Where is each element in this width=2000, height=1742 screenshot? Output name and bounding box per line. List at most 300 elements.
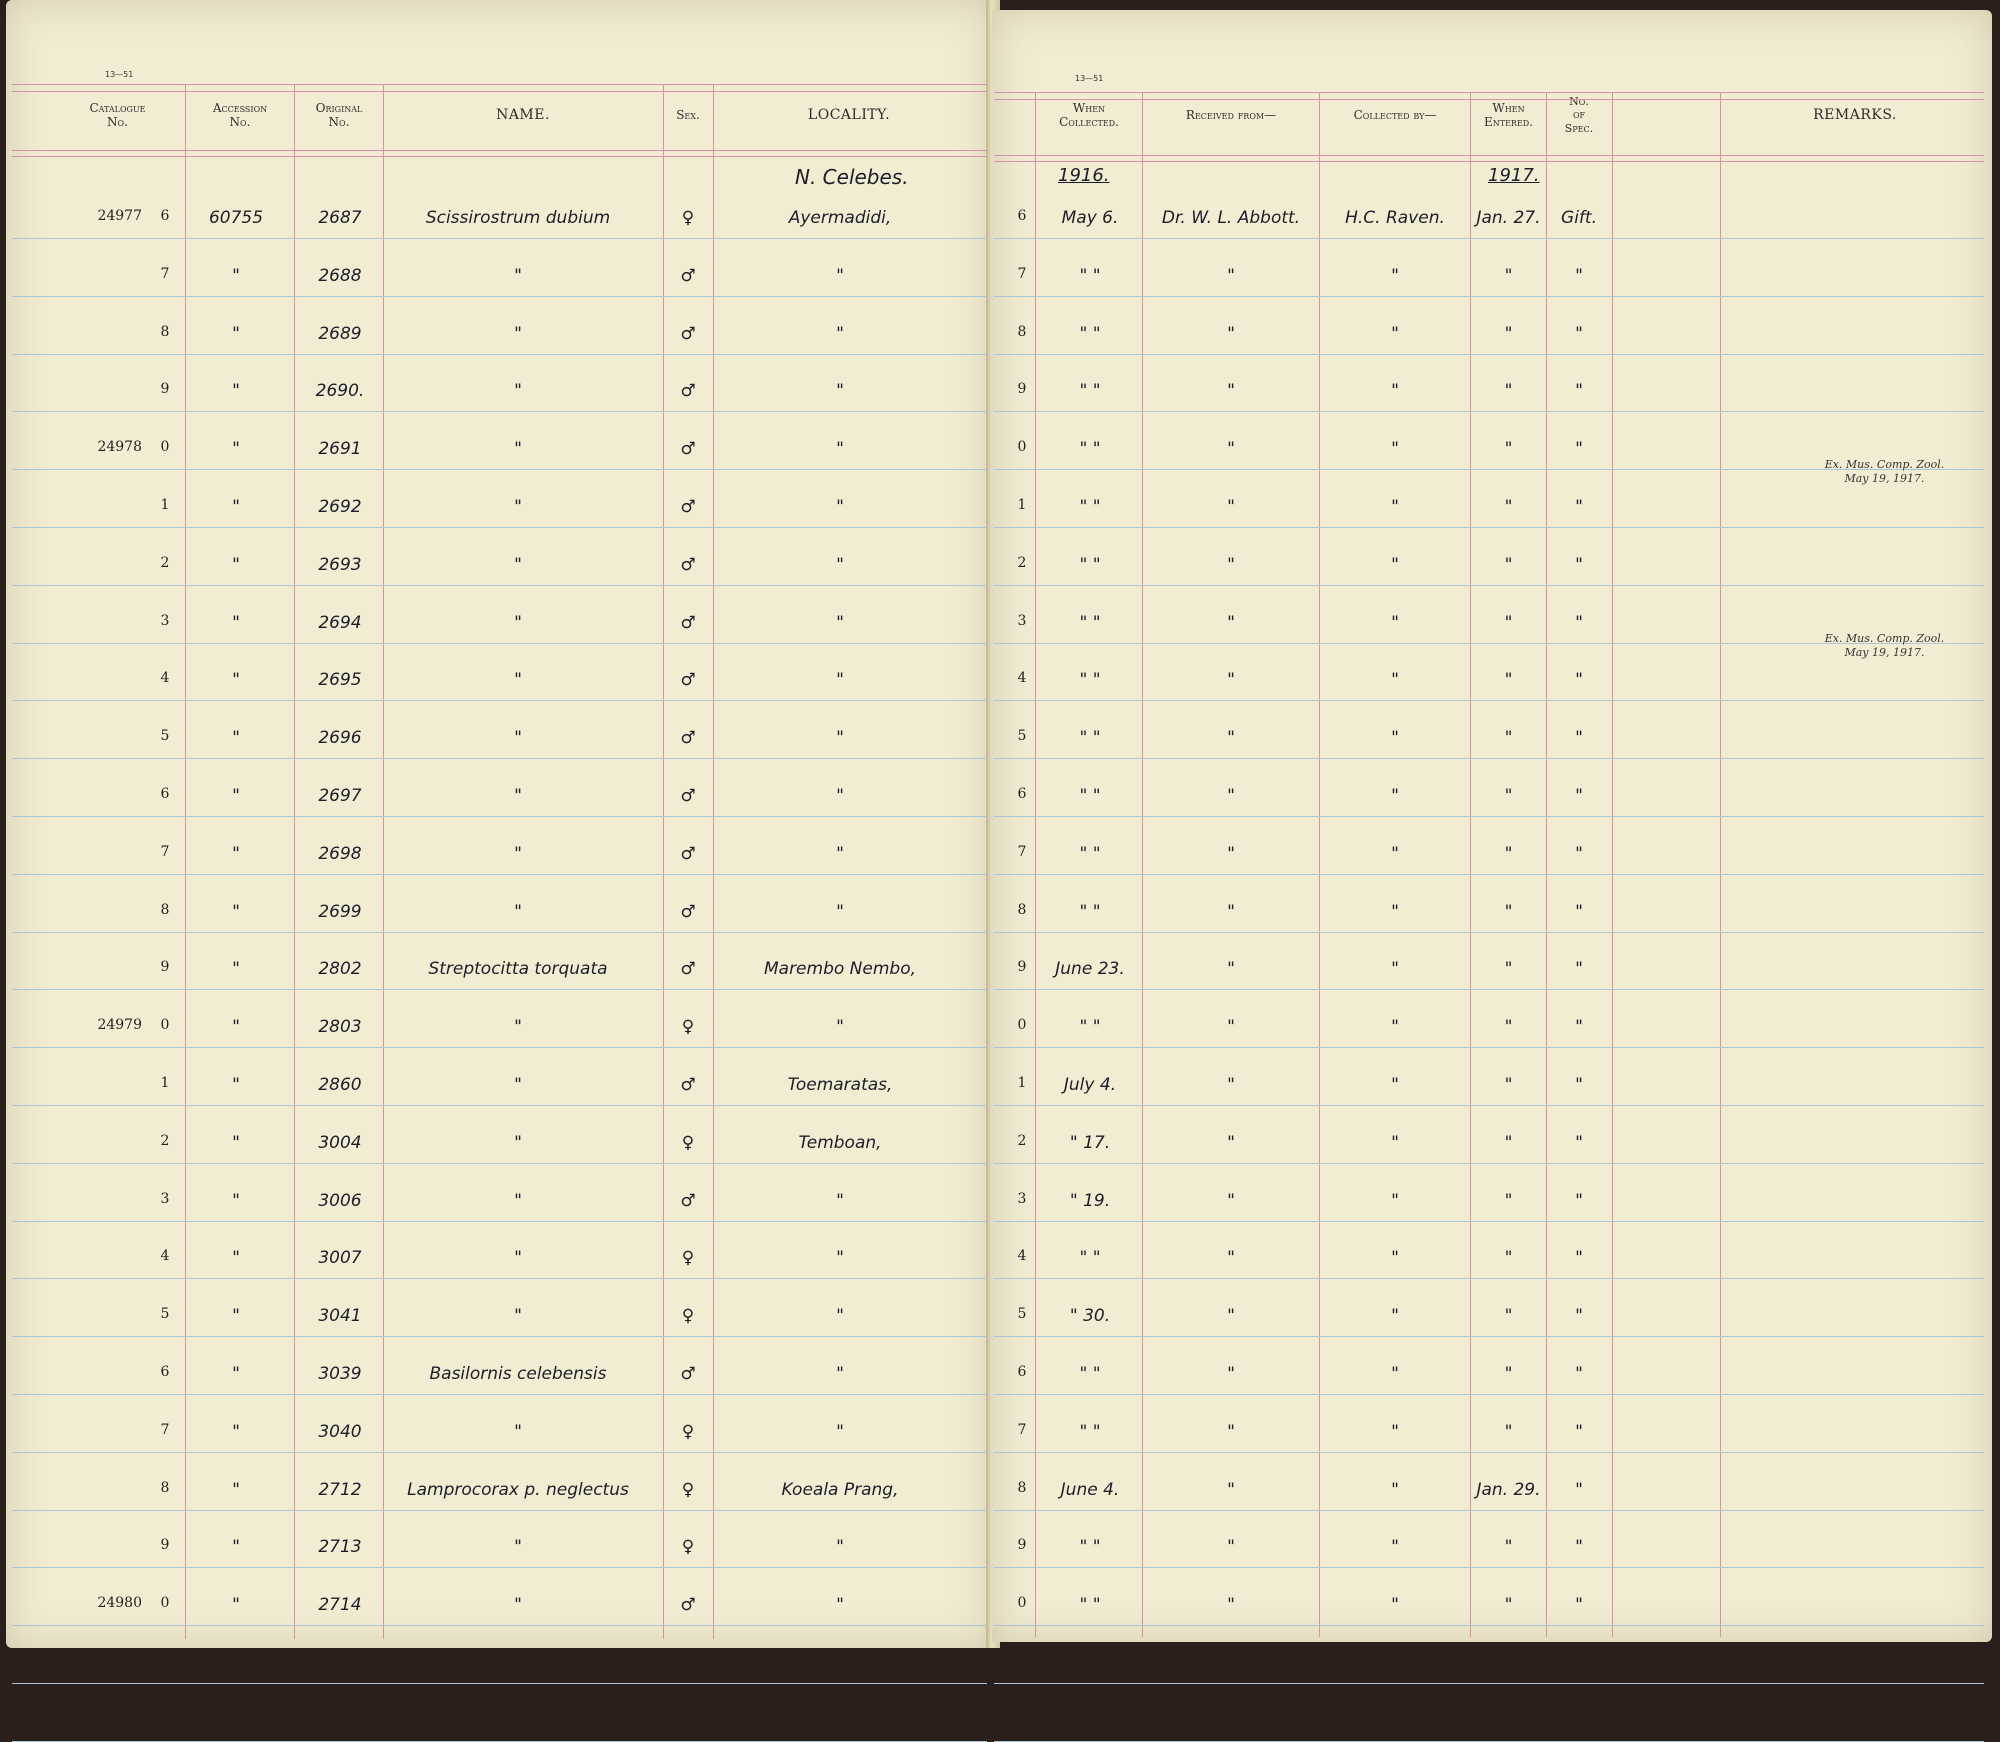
- row-received-from: ": [1227, 1537, 1235, 1557]
- ruled-line-right: [994, 1452, 1984, 1453]
- row-right-row-digit: 0: [1017, 1017, 1027, 1033]
- ruled-line-right: [994, 1625, 1984, 1626]
- column-line-right-6: [1720, 92, 1721, 1637]
- row-sex: ♂: [680, 439, 696, 459]
- row-specimen-name: Streptocitta torquata: [428, 959, 608, 979]
- row-when-entered: ": [1504, 1191, 1513, 1211]
- ruled-line-right: [994, 989, 1984, 990]
- ruled-line-left: [12, 1047, 987, 1048]
- row-accession-no: ": [232, 1248, 240, 1268]
- row-right-row-digit: 7: [1017, 1422, 1027, 1438]
- row-when-collected: June 23.: [1055, 959, 1125, 979]
- ruled-line-left: [12, 1336, 987, 1337]
- row-when-entered: ": [1504, 1133, 1513, 1153]
- row-no-of-spec: ": [1575, 1248, 1583, 1268]
- row-original-no: 3006: [318, 1191, 362, 1211]
- row-accession-no: 60755: [208, 208, 264, 228]
- row-sex: ♀: [681, 1422, 695, 1442]
- row-locality: ": [836, 1306, 844, 1326]
- row-collected-by: ": [1391, 266, 1399, 286]
- column-line-right-4: [1546, 92, 1547, 1637]
- header-collected-by: Collected by—: [1353, 107, 1437, 122]
- row-when-entered: ": [1504, 497, 1513, 517]
- row-right-row-digit: 5: [1017, 1306, 1027, 1322]
- column-line-left-1: [294, 84, 295, 1639]
- row-collected-by: ": [1391, 324, 1399, 344]
- row-when-collected: July 4.: [1063, 1075, 1117, 1095]
- row-locality: Toemaratas,: [787, 1075, 893, 1095]
- row-accession-no: ": [232, 439, 240, 459]
- row-sex: ♂: [680, 1191, 696, 1211]
- row-when-collected: " ": [1079, 381, 1101, 401]
- row-sex: ♀: [681, 1133, 695, 1153]
- row-specimen-name: ": [514, 613, 522, 633]
- ruled-line-right: [994, 1394, 1984, 1395]
- row-when-collected: " ": [1079, 497, 1101, 517]
- header-sex: Sex.: [676, 107, 700, 122]
- row-collected-by: ": [1391, 1537, 1399, 1557]
- row-sex: ♀: [681, 1306, 695, 1326]
- row-accession-no: ": [232, 728, 240, 748]
- row-catalogue-no: 24978: [97, 439, 142, 455]
- ruled-line-right: [994, 1047, 1984, 1048]
- row-collected-by: ": [1391, 1133, 1399, 1153]
- row-received-from: ": [1227, 1422, 1235, 1442]
- row-catalogue-digit: 0: [160, 1017, 170, 1033]
- header-no-of-spec: No. of Spec.: [1564, 95, 1594, 135]
- row-accession-no: ": [232, 613, 240, 633]
- row-locality: ": [836, 844, 844, 864]
- row-locality: ": [836, 381, 844, 401]
- row-locality: Koeala Prang,: [781, 1480, 899, 1500]
- row-original-no: 3041: [318, 1306, 362, 1326]
- header-accession-no: Accession No.: [212, 100, 268, 129]
- row-right-row-digit: 9: [1017, 959, 1027, 975]
- row-catalogue-no: 24980: [97, 1595, 142, 1611]
- row-received-from: ": [1227, 728, 1235, 748]
- row-original-no: 2687: [318, 208, 362, 228]
- row-when-entered: ": [1504, 1306, 1513, 1326]
- row-received-from: ": [1227, 1191, 1235, 1211]
- row-when-entered: ": [1504, 381, 1513, 401]
- row-sex: ♂: [680, 959, 696, 979]
- row-specimen-name: Lamprocorax p. neglectus: [407, 1480, 629, 1500]
- row-collected-by: ": [1391, 1480, 1399, 1500]
- row-no-of-spec: ": [1575, 1364, 1583, 1384]
- row-right-row-digit: 8: [1017, 1480, 1027, 1496]
- row-right-row-digit: 8: [1017, 324, 1027, 340]
- row-collected-by: ": [1391, 613, 1399, 633]
- row-received-from: ": [1227, 381, 1235, 401]
- row-catalogue-digit: 0: [160, 439, 170, 455]
- row-right-row-digit: 2: [1017, 1133, 1027, 1149]
- row-original-no: 2695: [318, 670, 362, 690]
- row-catalogue-digit: 8: [160, 1480, 170, 1496]
- row-collected-by: ": [1391, 786, 1399, 806]
- row-no-of-spec: ": [1575, 786, 1583, 806]
- row-when-collected: " ": [1079, 902, 1101, 922]
- row-locality: ": [836, 1364, 844, 1384]
- ruled-line-right: [994, 1567, 1984, 1568]
- row-when-collected: " ": [1079, 1422, 1101, 1442]
- row-no-of-spec: ": [1575, 1306, 1583, 1326]
- row-received-from: ": [1227, 786, 1235, 806]
- row-locality: Ayermadidi,: [788, 208, 892, 228]
- row-specimen-name: Basilornis celebensis: [429, 1364, 607, 1384]
- row-right-row-digit: 1: [1017, 1075, 1027, 1091]
- row-when-collected: " ": [1079, 1537, 1101, 1557]
- header-rule-bottom-left: [12, 150, 987, 151]
- row-collected-by: ": [1391, 1595, 1399, 1615]
- row-right-row-digit: 5: [1017, 728, 1027, 744]
- column-line-left-3: [663, 84, 664, 1639]
- row-no-of-spec: ": [1575, 670, 1583, 690]
- row-no-of-spec: ": [1575, 266, 1583, 286]
- row-right-row-digit: 7: [1017, 266, 1027, 282]
- row-accession-no: ": [232, 1306, 240, 1326]
- row-accession-no: ": [232, 844, 240, 864]
- row-locality: Marembo Nembo,: [763, 959, 917, 979]
- row-specimen-name: ": [514, 1075, 522, 1095]
- row-when-collected: " ": [1079, 1248, 1101, 1268]
- row-specimen-name: ": [514, 786, 522, 806]
- row-catalogue-digit: 7: [160, 844, 170, 860]
- row-collected-by: ": [1391, 844, 1399, 864]
- row-when-entered: ": [1504, 670, 1513, 690]
- row-locality: ": [836, 1017, 844, 1037]
- header-rule-bottom-left-2: [12, 156, 987, 157]
- row-locality: ": [836, 786, 844, 806]
- ruled-line-right: [994, 932, 1984, 933]
- row-when-collected: " ": [1079, 844, 1101, 864]
- row-locality: ": [836, 1422, 844, 1442]
- ruled-line-right: [994, 354, 1984, 355]
- row-accession-no: ": [232, 381, 240, 401]
- row-no-of-spec: ": [1575, 902, 1583, 922]
- row-catalogue-digit: 6: [160, 208, 170, 224]
- column-line-right-1: [1142, 92, 1143, 1637]
- row-received-from: ": [1227, 959, 1235, 979]
- row-accession-no: ": [232, 324, 240, 344]
- row-catalogue-digit: 8: [160, 324, 170, 340]
- ruled-line-left: [12, 469, 987, 470]
- row-locality: ": [836, 1537, 844, 1557]
- row-specimen-name: ": [514, 844, 522, 864]
- row-catalogue-digit: 7: [160, 1422, 170, 1438]
- entered-year-note: 1917.: [1488, 165, 1540, 186]
- row-when-entered: ": [1504, 1364, 1513, 1384]
- row-original-no: 2803: [318, 1017, 362, 1037]
- row-catalogue-digit: 3: [160, 1191, 170, 1207]
- remark-note-2: Ex. Mus. Comp. Zool. May 19, 1917.: [1824, 632, 1945, 660]
- row-sex: ♂: [680, 613, 696, 633]
- ruled-line-left: [12, 1510, 987, 1511]
- ruled-line-left: [12, 700, 987, 701]
- row-when-entered: ": [1504, 786, 1513, 806]
- row-collected-by: ": [1391, 1364, 1399, 1384]
- row-sex: ♂: [680, 1595, 696, 1615]
- row-original-no: 2860: [318, 1075, 362, 1095]
- row-when-collected: " 17.: [1069, 1133, 1111, 1153]
- row-catalogue-digit: 4: [160, 1248, 170, 1264]
- column-line-left-0: [185, 84, 186, 1639]
- ruled-line-left: [12, 527, 987, 528]
- row-received-from: ": [1227, 1595, 1235, 1615]
- row-specimen-name: ": [514, 324, 522, 344]
- row-when-collected: " 19.: [1069, 1191, 1111, 1211]
- row-sex: ♂: [680, 786, 696, 806]
- row-when-entered: ": [1504, 324, 1513, 344]
- row-sex: ♂: [680, 1364, 696, 1384]
- row-no-of-spec: ": [1575, 844, 1583, 864]
- row-locality: ": [836, 728, 844, 748]
- row-catalogue-no: 24977: [97, 208, 142, 224]
- row-collected-by: ": [1391, 1422, 1399, 1442]
- row-locality: ": [836, 266, 844, 286]
- row-original-no: 3007: [318, 1248, 362, 1268]
- form-number-left: 13—51: [105, 70, 134, 79]
- row-when-collected: " ": [1079, 324, 1101, 344]
- row-locality: ": [836, 1595, 844, 1615]
- row-accession-no: ": [232, 670, 240, 690]
- row-accession-no: ": [232, 497, 240, 517]
- row-when-collected: " ": [1079, 670, 1101, 690]
- row-specimen-name: ": [514, 1595, 522, 1615]
- row-original-no: 2713: [318, 1537, 362, 1557]
- row-collected-by: ": [1391, 959, 1399, 979]
- ruled-line-left: [12, 874, 987, 875]
- row-when-collected: " ": [1079, 555, 1101, 575]
- row-collected-by: ": [1391, 497, 1399, 517]
- row-when-entered: ": [1504, 439, 1513, 459]
- row-original-no: 2691: [318, 439, 362, 459]
- row-when-collected: " ": [1079, 266, 1101, 286]
- ruled-line-left: [12, 758, 987, 759]
- row-accession-no: ": [232, 266, 240, 286]
- row-no-of-spec: ": [1575, 1480, 1583, 1500]
- row-sex: ♂: [680, 670, 696, 690]
- header-locality: LOCALITY.: [807, 106, 891, 123]
- row-accession-no: ": [232, 1017, 240, 1037]
- row-accession-no: ": [232, 902, 240, 922]
- row-original-no: 2689: [318, 324, 362, 344]
- row-locality: Temboan,: [798, 1133, 882, 1153]
- header-remarks: REMARKS.: [1813, 106, 1897, 123]
- row-no-of-spec: ": [1575, 1191, 1583, 1211]
- row-right-row-digit: 6: [1017, 208, 1027, 224]
- row-catalogue-digit: 5: [160, 1306, 170, 1322]
- row-specimen-name: ": [514, 1306, 522, 1326]
- row-catalogue-digit: 6: [160, 786, 170, 802]
- row-original-no: 3040: [318, 1422, 362, 1442]
- locality-heading-note: N. Celebes.: [795, 165, 909, 189]
- row-catalogue-digit: 4: [160, 670, 170, 686]
- row-right-row-digit: 0: [1017, 439, 1027, 455]
- row-original-no: 2712: [318, 1480, 362, 1500]
- remark-note-1: Ex. Mus. Comp. Zool. May 19, 1917.: [1824, 458, 1945, 486]
- row-catalogue-digit: 2: [160, 555, 170, 571]
- row-locality: ": [836, 1191, 844, 1211]
- row-sex: ♂: [680, 902, 696, 922]
- row-accession-no: ": [232, 959, 240, 979]
- row-received-from: ": [1227, 1075, 1235, 1095]
- row-right-row-digit: 9: [1017, 381, 1027, 397]
- row-when-collected: May 6.: [1061, 208, 1119, 228]
- row-accession-no: ": [232, 1364, 240, 1384]
- ruled-line-left: [12, 238, 987, 239]
- row-right-row-digit: 3: [1017, 613, 1027, 629]
- row-collected-by: ": [1391, 728, 1399, 748]
- row-received-from: Dr. W. L. Abbott.: [1161, 208, 1301, 228]
- ledger-left-page: [6, 0, 992, 1648]
- row-original-no: 2696: [318, 728, 362, 748]
- row-when-collected: " ": [1079, 1017, 1101, 1037]
- row-right-row-digit: 1: [1017, 497, 1027, 513]
- column-line-right-2: [1319, 92, 1320, 1637]
- row-accession-no: ": [232, 1191, 240, 1211]
- row-right-row-digit: 6: [1017, 786, 1027, 802]
- ruled-line-right: [994, 700, 1984, 701]
- row-specimen-name: ": [514, 1537, 522, 1557]
- row-when-entered: ": [1504, 844, 1513, 864]
- row-specimen-name: ": [514, 1191, 522, 1211]
- row-specimen-name: ": [514, 555, 522, 575]
- row-accession-no: ": [232, 1075, 240, 1095]
- row-catalogue-digit: 5: [160, 728, 170, 744]
- row-collected-by: ": [1391, 1075, 1399, 1095]
- ruled-line-left: [12, 354, 987, 355]
- row-sex: ♀: [681, 1248, 695, 1268]
- row-locality: ": [836, 670, 844, 690]
- ruled-line-left: [12, 1625, 987, 1626]
- row-when-entered: ": [1504, 1422, 1513, 1442]
- row-when-entered: ": [1504, 1017, 1513, 1037]
- row-locality: ": [836, 613, 844, 633]
- row-no-of-spec: ": [1575, 439, 1583, 459]
- ruled-line-left: [12, 1105, 987, 1106]
- row-locality: ": [836, 555, 844, 575]
- row-no-of-spec: ": [1575, 1017, 1583, 1037]
- row-received-from: ": [1227, 613, 1235, 633]
- row-received-from: ": [1227, 1364, 1235, 1384]
- header-when-entered: When Entered.: [1483, 100, 1534, 129]
- row-catalogue-digit: 9: [160, 1537, 170, 1553]
- ruled-line-left: [12, 411, 987, 412]
- ruled-line-left: [12, 1683, 987, 1684]
- row-catalogue-digit: 3: [160, 613, 170, 629]
- row-accession-no: ": [232, 786, 240, 806]
- row-original-no: 2698: [318, 844, 362, 864]
- ruled-line-left: [12, 1221, 987, 1222]
- row-catalogue-digit: 9: [160, 959, 170, 975]
- row-when-entered: ": [1504, 902, 1513, 922]
- ruled-line-left: [12, 1394, 987, 1395]
- header-received-from: Received from—: [1185, 107, 1277, 122]
- row-received-from: ": [1227, 555, 1235, 575]
- row-sex: ♂: [680, 266, 696, 286]
- row-no-of-spec: ": [1575, 1595, 1583, 1615]
- row-when-collected: " ": [1079, 786, 1101, 806]
- row-right-row-digit: 0: [1017, 1595, 1027, 1611]
- row-no-of-spec: ": [1575, 959, 1583, 979]
- row-right-row-digit: 2: [1017, 555, 1027, 571]
- row-accession-no: ": [232, 555, 240, 575]
- row-when-entered: ": [1504, 613, 1513, 633]
- row-original-no: 2690.: [315, 381, 365, 401]
- row-when-entered: ": [1504, 959, 1513, 979]
- row-when-collected: " ": [1079, 1364, 1101, 1384]
- row-right-row-digit: 9: [1017, 1537, 1027, 1553]
- ruled-line-right: [994, 758, 1984, 759]
- row-collected-by: ": [1391, 1248, 1399, 1268]
- row-sex: ♀: [681, 1017, 695, 1037]
- ruled-line-right: [994, 816, 1984, 817]
- row-received-from: ": [1227, 497, 1235, 517]
- row-received-from: ": [1227, 1133, 1235, 1153]
- row-when-collected: " ": [1079, 613, 1101, 633]
- row-specimen-name: ": [514, 439, 522, 459]
- form-number-right: 13—51: [1075, 74, 1104, 83]
- row-right-row-digit: 4: [1017, 1248, 1027, 1264]
- row-specimen-name: ": [514, 266, 522, 286]
- row-collected-by: ": [1391, 555, 1399, 575]
- row-locality: ": [836, 902, 844, 922]
- ruled-line-right: [994, 411, 1984, 412]
- ruled-line-left: [12, 1452, 987, 1453]
- row-no-of-spec: ": [1575, 555, 1583, 575]
- row-catalogue-digit: 0: [160, 1595, 170, 1611]
- row-when-entered: Jan. 29.: [1476, 1480, 1541, 1500]
- row-collected-by: ": [1391, 1306, 1399, 1326]
- row-collected-by: ": [1391, 439, 1399, 459]
- row-locality: ": [836, 497, 844, 517]
- row-right-row-digit: 8: [1017, 902, 1027, 918]
- row-no-of-spec: ": [1575, 1133, 1583, 1153]
- row-sex: ♂: [680, 844, 696, 864]
- row-catalogue-digit: 1: [160, 497, 170, 513]
- row-original-no: 2714: [318, 1595, 362, 1615]
- row-no-of-spec: ": [1575, 728, 1583, 748]
- row-collected-by: ": [1391, 670, 1399, 690]
- row-accession-no: ": [232, 1480, 240, 1500]
- row-specimen-name: ": [514, 728, 522, 748]
- row-received-from: ": [1227, 1480, 1235, 1500]
- row-received-from: ": [1227, 670, 1235, 690]
- row-when-collected: " ": [1079, 728, 1101, 748]
- ruled-line-right: [994, 238, 1984, 239]
- row-no-of-spec: ": [1575, 1422, 1583, 1442]
- ruled-line-left: [12, 643, 987, 644]
- row-received-from: ": [1227, 1306, 1235, 1326]
- row-accession-no: ": [232, 1133, 240, 1153]
- ruled-line-left: [12, 932, 987, 933]
- row-sex: ♀: [681, 1537, 695, 1557]
- ruled-line-left: [12, 1567, 987, 1568]
- row-sex: ♂: [680, 324, 696, 344]
- row-no-of-spec: Gift.: [1561, 208, 1597, 228]
- row-sex: ♂: [680, 555, 696, 575]
- row-original-no: 3004: [318, 1133, 362, 1153]
- row-no-of-spec: ": [1575, 324, 1583, 344]
- row-original-no: 2692: [318, 497, 362, 517]
- row-right-row-digit: 3: [1017, 1191, 1027, 1207]
- row-original-no: 2694: [318, 613, 362, 633]
- row-when-collected: " 30.: [1069, 1306, 1111, 1326]
- ruled-line-right: [994, 1510, 1984, 1511]
- ruled-line-right: [994, 296, 1984, 297]
- collected-year-note: 1916.: [1058, 165, 1110, 186]
- row-received-from: ": [1227, 439, 1235, 459]
